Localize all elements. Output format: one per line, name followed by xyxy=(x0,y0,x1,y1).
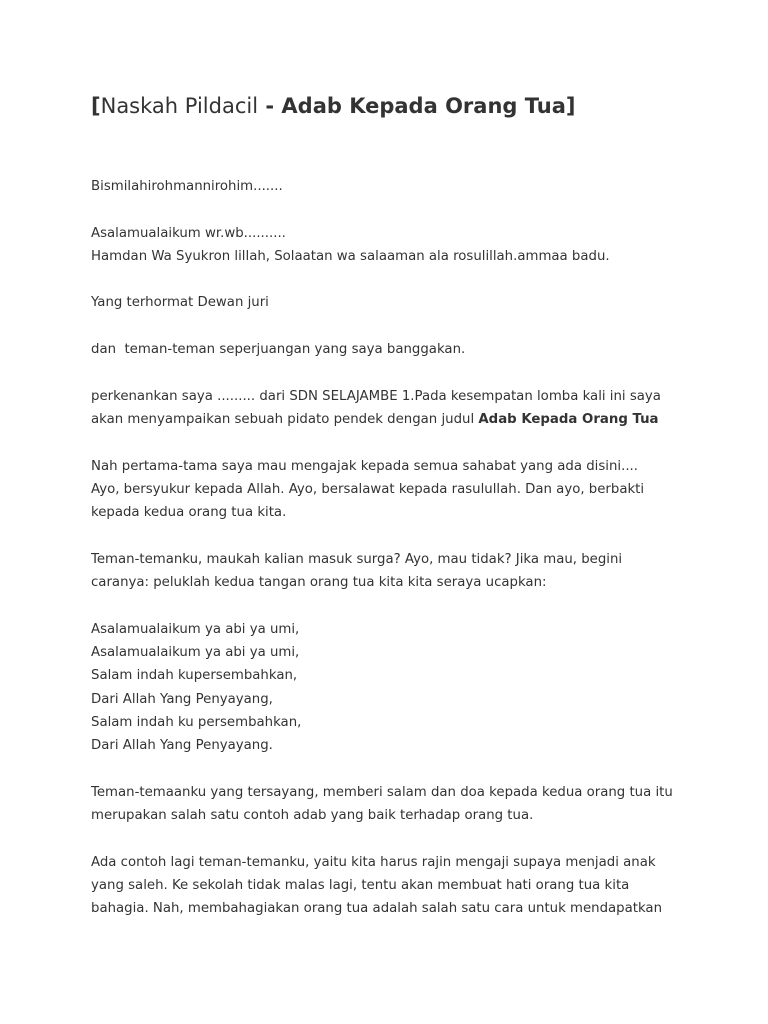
paragraph xyxy=(91,338,691,361)
paragraph xyxy=(91,291,691,314)
text-line: Asalamualaikum ya abi ya umi, xyxy=(91,621,300,637)
title-separator: - xyxy=(258,94,282,118)
paragraph xyxy=(91,548,691,595)
text-line: bahagia. Nah, membahagiakan orang tua adalah salah satu cara untuk mendapatkan xyxy=(91,901,663,917)
title-open-bracket: [ xyxy=(91,94,101,118)
text-line: Asalamualaikum wr.wb.......... xyxy=(91,225,286,241)
text-line xyxy=(91,408,691,431)
text-line: Ayo, bersyukur kepada Allah. Ayo, bersalawat kepada rasulullah. Dan ayo, berbakti xyxy=(91,481,645,497)
intro-text: akan menyampaikan sebuah pidato pendek dengan judul xyxy=(91,411,479,427)
title-close-bracket: ] xyxy=(565,94,576,118)
text-line: Asalamualaikum ya abi ya umi, xyxy=(91,644,300,660)
text-line: Teman-temaanku yang tersayang, memberi salam dan doa kepada kedua orang tua itu xyxy=(91,784,673,800)
text-line: Salam indah ku persembahkan, xyxy=(91,714,302,730)
text-line: caranya: peluklah kedua tangan orang tua kita kita seraya ucapkan: xyxy=(91,575,547,591)
text-line: Bismilahirohmannirohim....... xyxy=(91,179,283,194)
title-part2: Adab Kepada Orang Tua xyxy=(281,94,566,118)
text-line: Yang terhormat Dewan juri xyxy=(91,295,269,311)
paragraph xyxy=(91,851,691,921)
paragraph xyxy=(91,455,691,525)
text-line: Nah pertama-tama saya mau mengajak kepada semua sahabat yang ada disini.... xyxy=(91,458,638,474)
text-line: Ada contoh lagi teman-temanku, yaitu kita harus rajin mengaji supaya menjadi anak xyxy=(91,854,656,870)
text-line: kepada kedua orang tua kita. xyxy=(91,505,287,521)
text-line: Hamdan Wa Syukron lillah, Solaatan wa salaaman ala rosulillah.ammaa badu. xyxy=(91,248,610,264)
paragraph xyxy=(91,222,691,269)
text-line: Dari Allah Yang Penyayang, xyxy=(91,691,273,707)
text-line: yang saleh. Ke sekolah tidak malas lagi, tentu akan membuat hati orang tua kita xyxy=(91,877,630,893)
paragraph xyxy=(91,781,691,828)
intro-bold-title: Adab Kepada Orang Tua xyxy=(478,411,659,427)
paragraph xyxy=(91,618,691,758)
text-line: dan teman-teman seperjuangan yang saya banggakan. xyxy=(91,342,466,358)
text-line: Teman-temanku, maukah kalian masuk surga? Ayo, mau tidak? Jika mau, begini xyxy=(91,551,623,567)
text-line: Salam indah kupersembahkan, xyxy=(91,668,298,684)
paragraph xyxy=(91,175,691,198)
text-line: merupakan salah satu contoh adab yang baik terhadap orang tua. xyxy=(91,808,534,824)
document-title xyxy=(91,92,576,120)
text-line: Dari Allah Yang Penyayang. xyxy=(91,738,273,754)
title-part1: Naskah Pildacil xyxy=(100,94,259,118)
text-line: perkenankan saya ......... dari SDN SELAJAMBE 1.Pada kesempatan lomba kali ini saya xyxy=(91,388,661,404)
paragraph xyxy=(91,385,691,432)
document-body xyxy=(91,175,691,944)
